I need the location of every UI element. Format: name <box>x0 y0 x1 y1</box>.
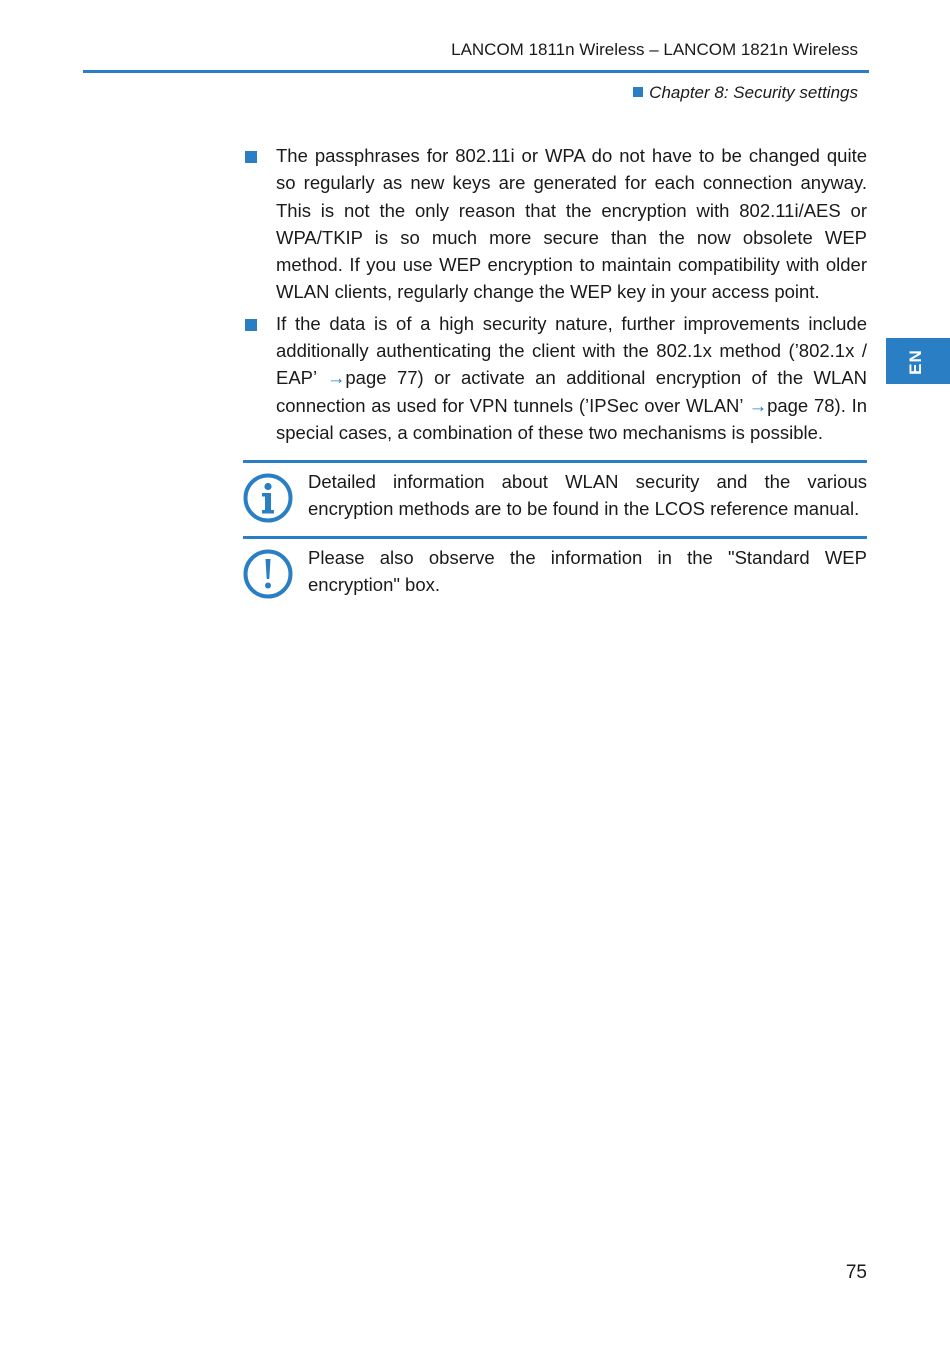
chapter-square-icon <box>633 87 643 97</box>
bullet-text: page 77) or activate an additional encryption of the WLAN connection as used for VPN tunnels (’IPSec over WLAN’ <box>276 367 867 416</box>
chapter-heading <box>633 83 858 103</box>
main-content <box>243 142 867 606</box>
bullet-text: If the data is of a high security nature, further improvements include additionally authenticating the client with the 802.1x method (’802.1x / EAP’ <box>276 312 867 389</box>
chapter-label: Chapter 8: Security settings <box>649 83 858 102</box>
bullet-text: page 78). In special cases, a combination of these two mechanisms is possible. <box>276 394 868 443</box>
warning-icon <box>243 549 293 599</box>
header-rule <box>83 70 869 73</box>
bullet-square-icon <box>245 319 257 331</box>
bullet-item <box>243 310 867 446</box>
page-number: 75 <box>845 1262 867 1283</box>
bullet-text: The passphrases for 802.11i or WPA do not have to be changed quite so regularly as new keys are generated for each connection anyway. This is not the only reason that the encryption with 802.11i/AES or WPA/TKIP is so much more secure than the now obsolete WEP method. If you use WEP encryption to maintain compatibility with older WLAN clients, regularly change the WEP key in your access point. <box>276 145 867 303</box>
cross-reference-arrow-icon[interactable]: → <box>748 394 768 416</box>
language-tab-label: EN <box>905 349 925 375</box>
info-note-text: Detailed information about WLAN security and the various encryption methods are to be found in the LCOS reference manual. <box>308 471 867 520</box>
bullet-item <box>243 142 867 306</box>
cross-reference-arrow-icon[interactable]: → <box>326 367 346 389</box>
info-icon <box>243 473 293 523</box>
language-tab <box>886 338 950 384</box>
running-title: LANCOM 1811n Wireless – LANCOM 1821n Wireless <box>451 40 858 59</box>
warning-note <box>243 536 867 606</box>
warning-note-text: Please also observe the information in the "Standard WEP encryption" box. <box>308 547 867 596</box>
bullet-square-icon <box>245 151 257 163</box>
info-note <box>243 460 867 530</box>
